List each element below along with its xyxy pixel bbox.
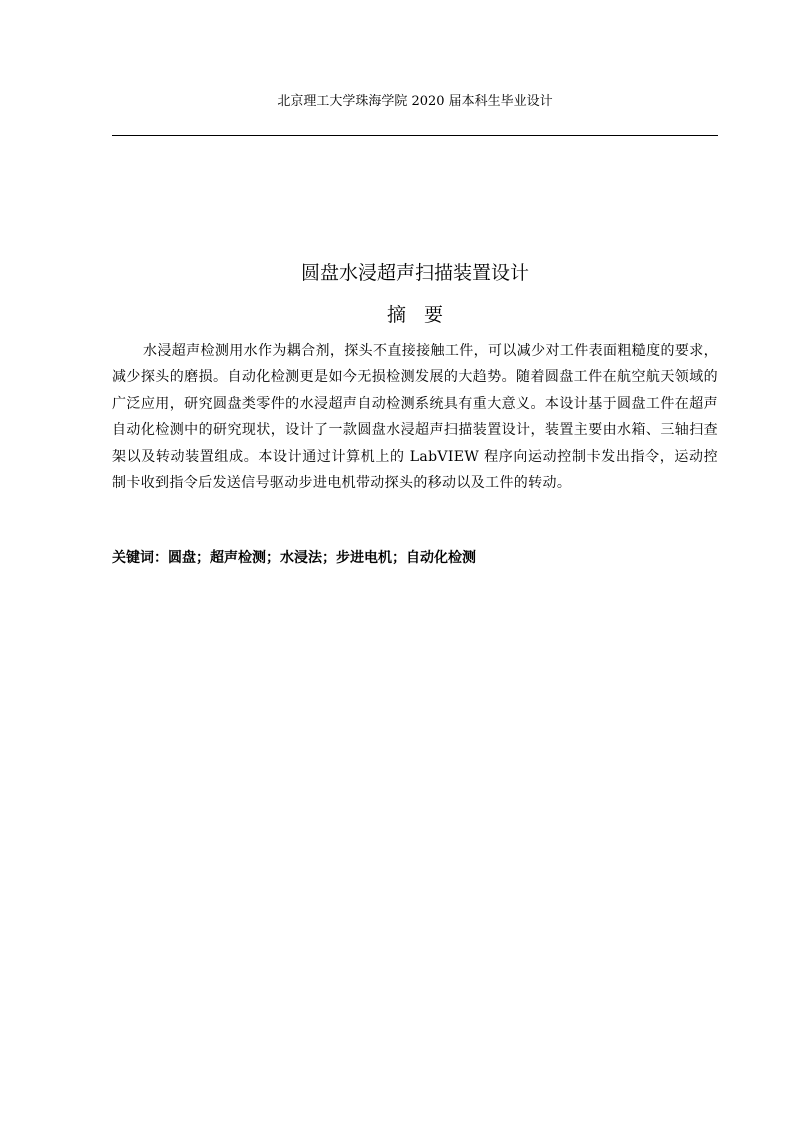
thesis-title: 圆盘水浸超声扫描装置设计 [300, 262, 529, 284]
keywords-line: 关键词：圆盘；超声检测；水浸法；步进电机；自动化检测 [112, 550, 476, 566]
abstract-body: 水浸超声检测用水作为耦合剂，探头不直接接触工件，可以减少对工件表面粗糙度的要求，减少探头的磨损。自动化检测更是如今无损检测发展的大趋势。随着圆盘工件在航空航天领域的广泛应用，研究圆盘类零件的水浸超声自动检测系统具有重大意义。本设计基于圆盘工件在超声自动化检测中的研究现状，设计了一款圆盘水浸超声扫描装置设计，装置主要由水箱、三轴扫查架以及转动装置组成。本设计通过计算机上的 LabVIEW 程序向运动控制卡发出指令，运动控制卡收到指令后发送信号驱动步进电机带动探头的移动以及工件的转动。 [112, 343, 718, 492]
abstract-heading: 摘要 [386, 304, 461, 326]
running-header: 北京理工大学珠海学院 2020 届本科生毕业设计 [277, 94, 553, 109]
header-rule [112, 135, 718, 136]
